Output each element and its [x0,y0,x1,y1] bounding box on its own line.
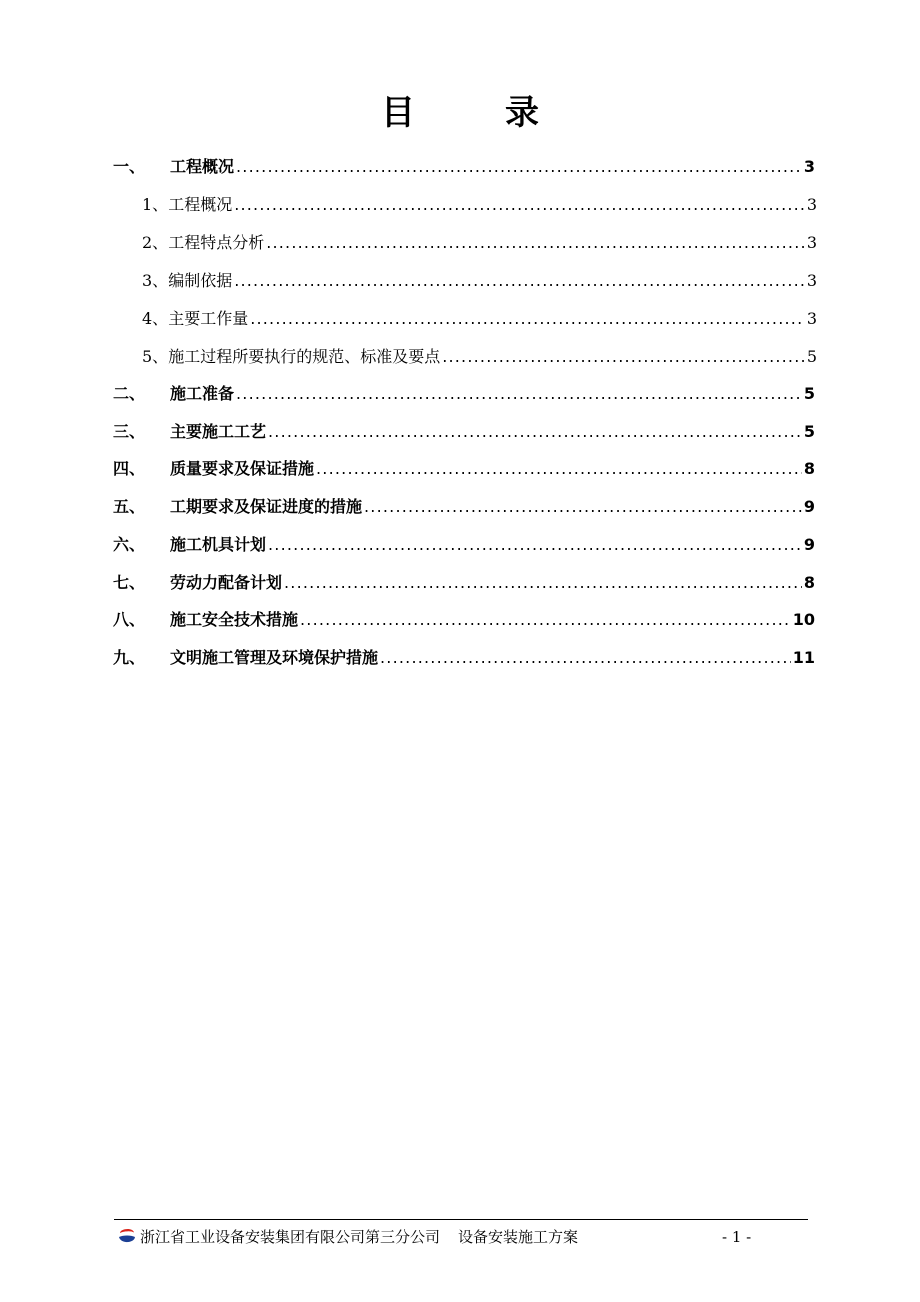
toc-entry-page: 9 [803,535,815,554]
toc-entry-1-5[interactable] [142,342,817,368]
toc-entry-page: 9 [803,497,815,516]
toc-dot-leader [236,156,802,178]
toc-entry-title: 劳动力配备计划 [170,573,283,592]
toc-entry-9[interactable] [113,643,815,669]
toc-entry-8[interactable] [113,605,815,631]
footer-page-number: - 1 - [722,1228,752,1246]
toc-entry-page: 5 [803,384,815,403]
toc-entry-1-1[interactable] [142,190,817,216]
toc-entry-title: 工程概况 [170,157,235,176]
toc-entry-page: 5 [803,422,815,441]
footer-divider [114,1219,808,1220]
toc-entry-page: 8 [803,573,815,592]
toc-entry-page: 3 [806,271,817,290]
toc-entry-number: 一、 [113,157,146,176]
toc-dot-leader [380,647,791,669]
toc-entry-title: 文明施工管理及环境保护措施 [170,648,379,667]
toc-entry-number: 5、 [142,347,169,366]
toc-entry-title: 施工过程所要执行的规范、标准及要点 [168,347,441,366]
toc-entry-5[interactable] [113,492,815,518]
toc-entry-number: 五、 [113,497,146,516]
page-title: 目 录 [381,93,567,133]
toc-entry-page: 3 [806,195,817,214]
toc-entry-page: 11 [792,648,815,667]
toc-entry-page: 3 [803,157,815,176]
toc-entry-title: 施工机具计划 [170,535,267,554]
toc-entry-title: 主要工作量 [168,309,249,328]
toc-entry-page: 8 [803,459,815,478]
toc-dot-leader [234,270,805,292]
toc-entry-title: 施工准备 [170,384,235,403]
toc-entry-1-3[interactable] [142,266,817,292]
toc-dot-leader [442,346,805,368]
toc-entry-6[interactable] [113,530,815,556]
toc-dot-leader [300,609,791,631]
toc-entry-number: 二、 [113,384,146,403]
toc-dot-leader [364,496,802,518]
toc-entry-title: 主要施工工艺 [170,422,267,441]
toc-dot-leader [284,572,802,594]
toc-entry-7[interactable] [113,568,815,594]
page-footer [118,1224,768,1248]
toc-dot-leader [266,232,805,254]
toc-entry-page: 5 [806,347,817,366]
toc-dot-leader [268,421,802,443]
toc-dot-leader [234,194,805,216]
toc-entry-number: 八、 [113,610,146,629]
toc-dot-leader [250,308,805,330]
company-logo-icon [118,1226,136,1246]
toc-entry-1-2[interactable] [142,228,817,254]
toc-entry-page: 3 [806,233,817,252]
toc-entry-4[interactable] [113,454,815,480]
toc-dot-leader [268,534,802,556]
toc-dot-leader [236,383,802,405]
toc-entry-number: 七、 [113,573,146,592]
footer-document-title: 设备安装施工方案 [458,1227,579,1246]
toc-entry-1-4[interactable] [142,304,817,330]
toc-entry-page: 10 [792,610,815,629]
toc-entry-2[interactable] [113,379,815,405]
toc-entry-number: 1、 [142,195,169,214]
toc-entry-title: 工程概况 [168,195,233,214]
toc-entry-title: 施工安全技术措施 [170,610,299,629]
footer-company-name: 浙江省工业设备安装集团有限公司第三分公司 [140,1227,441,1246]
toc-entry-number: 4、 [142,309,169,328]
toc-entry-title: 编制依据 [168,271,233,290]
toc-entry-number: 3、 [142,271,169,290]
toc-entry-title: 工程特点分析 [168,233,265,252]
toc-entry-3[interactable] [113,417,815,443]
toc-entry-title: 工期要求及保证进度的措施 [170,497,363,516]
toc-entry-number: 六、 [113,535,146,554]
toc-dot-leader [316,458,802,480]
toc-entry-number: 九、 [113,648,146,667]
toc-entry-title: 质量要求及保证措施 [170,459,315,478]
toc-entry-page: 3 [806,309,817,328]
toc-entry-number: 三、 [113,422,146,441]
toc-entry-number: 2、 [142,233,169,252]
toc-entry-1[interactable] [113,152,815,178]
toc-entry-number: 四、 [113,459,146,478]
